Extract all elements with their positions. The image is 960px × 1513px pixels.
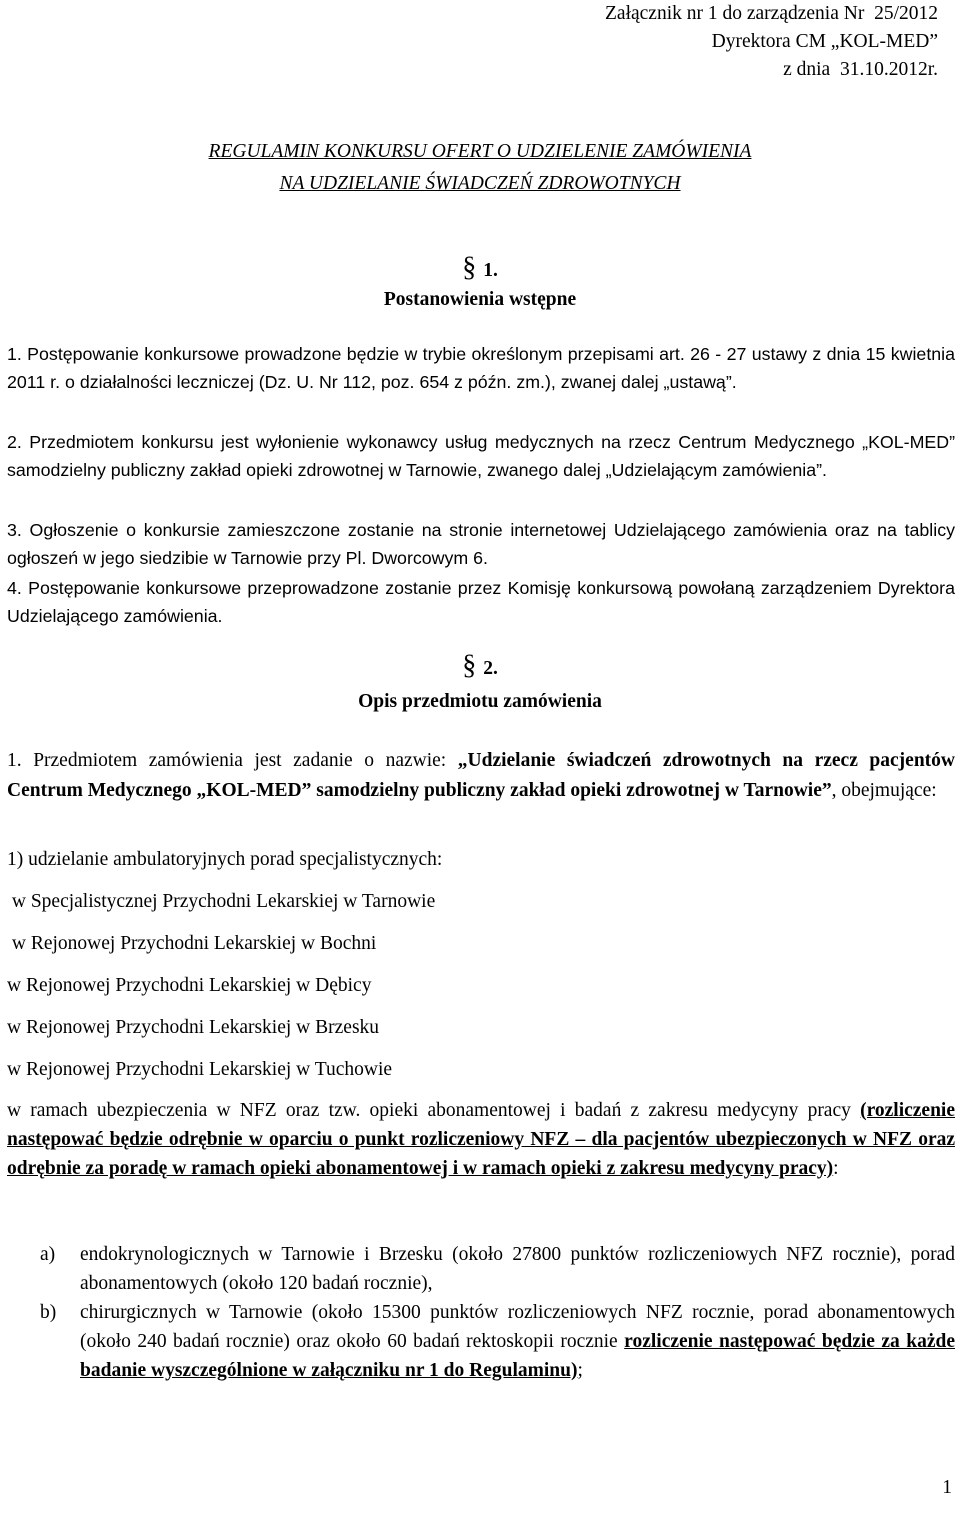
settlement-note: (rozliczenie następować będzie odrębnie w oparciu o punkt rozliczeniowy NFZ – dla pacjentów ubezpieczonych w NFZ oraz odrębnie za poradę w ramach opieki abonamentowej i w ramach opieki z zakresu medycyny pracy) <box>7 1100 955 1179</box>
header-line-3: z dnia 31.10.2012r. <box>783 59 938 80</box>
paragraph-2-prefix: w ramach ubezpieczenia w NFZ oraz tzw. opieki abonamentowej i badań z zakresu medycyny pracy <box>7 1100 861 1121</box>
section-1-paragraph-3: 3. Ogłoszenie o konkursie zamieszczone zostanie na stronie internetowej Udzielającego zamówienia oraz na tablicy ogłoszeń w jego siedzibie w Tarnowie przy Pl. Dworcowym 6. <box>7 520 955 568</box>
section-2-number: § 2. <box>0 652 960 683</box>
page-number: 1 <box>942 1477 952 1498</box>
location-4: w Rejonowej Przychodni Lekarskiej w Brzesku <box>7 1017 380 1038</box>
header-line-1: Załącznik nr 1 do zarządzenia Nr 25/2012 <box>605 3 938 24</box>
list-item-b-text <box>80 1298 955 1385</box>
title-line-1: REGULAMIN KONKURSU OFERT O UDZIELENIE ZAMÓWIENIA <box>208 141 752 162</box>
title-line-2: NA UDZIELANIE ŚWIADCZEŃ ZDROWOTNYCH <box>279 173 681 194</box>
section-2-paragraph-2 <box>7 1096 955 1183</box>
item-1: 1) udzielanie ambulatoryjnych porad specjalistycznych: <box>7 849 443 870</box>
section-1-paragraph-1: 1. Postępowanie konkursowe prowadzone będzie w trybie określonym przepisami art. 26 - 27 ustawy z dnia 15 kwietnia 2011 r. o działalności leczniczej (Dz. U. Nr 112, poz. 654 z późn. zm.), zwanej dalej „ustawą”. <box>7 344 955 392</box>
section-2-paragraph-1 <box>7 746 955 806</box>
document-title <box>0 136 960 200</box>
paragraph-1-suffix: , obejmujące: <box>831 780 937 801</box>
contract-name: „Udzielanie świadczeń zdrowotnych na rzecz pacjentów Centrum Medycznego „KOL-MED” samodzielny publiczny zakład opieki zdrowotnej w Tarnowie” <box>7 750 955 801</box>
section-2-heading: Opis przedmiotu zamówienia <box>358 691 602 712</box>
header-line-2: Dyrektora CM „KOL-MED” <box>711 31 938 52</box>
location-2: w Rejonowej Przychodni Lekarskiej w Bochni <box>7 933 377 954</box>
location-5: w Rejonowej Przychodni Lekarskiej w Tuchowie <box>7 1059 393 1080</box>
section-1-heading: Postanowienia wstępne <box>383 289 577 310</box>
paragraph-1-prefix: 1. Przedmiotem zamówienia jest zadanie o nazwie: <box>7 750 458 771</box>
section-1-number: § 1. <box>0 254 960 285</box>
list-item-b-label: b) <box>40 1302 57 1323</box>
list-item-b-bold: rozliczenie następować będzie za każde badanie wyszczególnione w załączniku nr 1 do Regulaminu) <box>80 1331 955 1381</box>
list-item-a-text: endokrynologicznych w Tarnowie i Brzesku (około 27800 punktów rozliczeniowych NFZ rocznie), porad abonamentowych (około 120 badań rocznie), <box>80 1244 955 1294</box>
list-item-a-label: a) <box>40 1244 56 1265</box>
list-item-b-prefix: chirurgicznych w Tarnowie (około 15300 punktów rozliczeniowych NFZ rocznie, porad abonamentowych (około 240 badań rocznie) oraz około 60 badań rektoskopii rocznie <box>80 1302 955 1352</box>
location-1: w Specjalistycznej Przychodni Lekarskiej w Tarnowie <box>7 891 436 912</box>
section-1-paragraph-4: 4. Postępowanie konkursowe przeprowadzone zostanie przez Komisję konkursową powołaną zarządzeniem Dyrektora Udzielającego zamówienia. <box>7 578 955 626</box>
location-3: w Rejonowej Przychodni Lekarskiej w Dębicy <box>7 975 372 996</box>
paragraph-2-suffix: : <box>833 1158 839 1179</box>
section-1-paragraph-2: 2. Przedmiotem konkursu jest wyłonienie wykonawcy usług medycznych na rzecz Centrum Medycznego „KOL-MED” samodzielny publiczny zakład opieki zdrowotnej w Tarnowie, zwanego dalej „Udzielającym zamówienia”. <box>7 432 955 480</box>
list-item-b-suffix: ; <box>577 1360 583 1381</box>
attachment-header <box>605 0 938 84</box>
